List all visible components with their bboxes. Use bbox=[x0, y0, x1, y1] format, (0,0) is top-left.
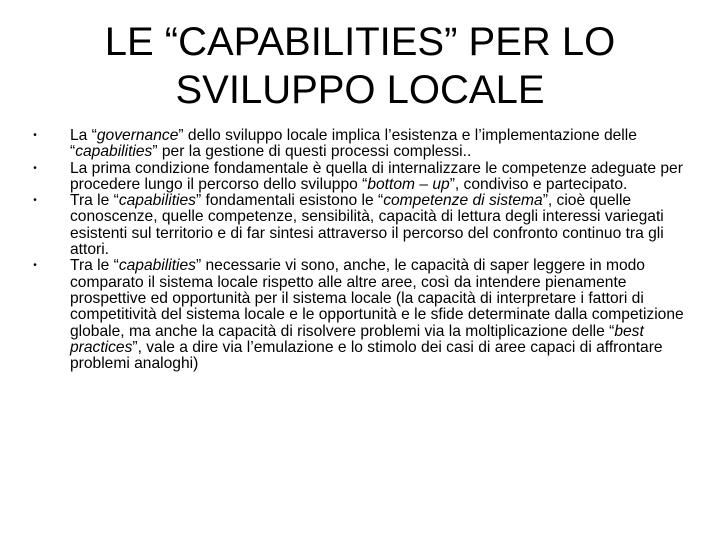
bullet-text bbox=[70, 127, 637, 160]
text-segment: ” necessarie vi sono, anche, le capacità di saper leggere in modo comparato il sistema locale rispetto alle altre aree, così da intendere pienamente prospettive ed opportunità per il sistema locale (la capacità di interpretare i fattori di competitività del sistema locale e le opportunità e le sfide determinate dalla competizione globale, ma anche la capacità di risolvere problemi via la moltiplicazione delle “ bbox=[70, 257, 684, 340]
bullet-item-governance bbox=[30, 128, 702, 161]
italic-term: competenze di sistema bbox=[383, 192, 543, 210]
text-segment: Tra le “ bbox=[70, 192, 119, 210]
italic-term: capabilities bbox=[118, 192, 196, 210]
bullet-item-competenze-sistema bbox=[30, 193, 702, 258]
text-segment: Tra le “ bbox=[70, 257, 119, 275]
italic-term: bottom – up bbox=[367, 175, 450, 193]
title-line-2: SVILUPPO LOCALE bbox=[175, 68, 545, 112]
italic-term: capabilities bbox=[118, 257, 196, 275]
slide-title bbox=[0, 18, 720, 114]
text-segment: ” fondamentali esistono le “ bbox=[195, 192, 384, 210]
bullet-list bbox=[30, 128, 702, 372]
text-segment: La “ bbox=[70, 127, 97, 144]
italic-term: best practices bbox=[70, 322, 644, 356]
text-segment: ”, cioè quelle conoscenze, quelle competenze, sensibilità, capacità di lettura degli interessi variegati esistenti sul territorio e di far sintesi attraverso il percorso del confronto continuo tra gli attori. bbox=[70, 192, 664, 259]
bullet-point-icon: • bbox=[33, 130, 37, 141]
bullet-text bbox=[70, 257, 684, 372]
bullet-item-best-practices bbox=[30, 258, 702, 372]
text-segment: ”, vale a dire via l’emulazione e lo stimolo dei casi di aree capaci di affrontare problemi analoghi) bbox=[70, 338, 663, 373]
bullet-point-icon: • bbox=[33, 195, 37, 207]
text-segment: ”, condiviso e partecipato. bbox=[449, 175, 628, 193]
text-segment: La prima condizione fondamentale è quella di internalizzare le competenze adeguate per procedere lungo il percorso dello sviluppo “ bbox=[70, 159, 683, 193]
bullet-point-icon: • bbox=[33, 162, 37, 174]
italic-term: capabilities bbox=[75, 143, 153, 161]
bullet-text bbox=[70, 160, 683, 193]
bullet-item-bottom-up bbox=[30, 161, 702, 194]
bullet-point-icon: • bbox=[33, 260, 37, 272]
bullet-text bbox=[70, 192, 664, 258]
text-segment: ” per la gestione di questi processi complessi.. bbox=[152, 143, 472, 161]
title-line-1: LE “CAPABILITIES” PER LO bbox=[104, 20, 616, 64]
italic-term: governance bbox=[96, 127, 179, 144]
text-segment: ” dello sviluppo locale implica l’esistenza e l’implementazione delle “ bbox=[70, 127, 637, 161]
